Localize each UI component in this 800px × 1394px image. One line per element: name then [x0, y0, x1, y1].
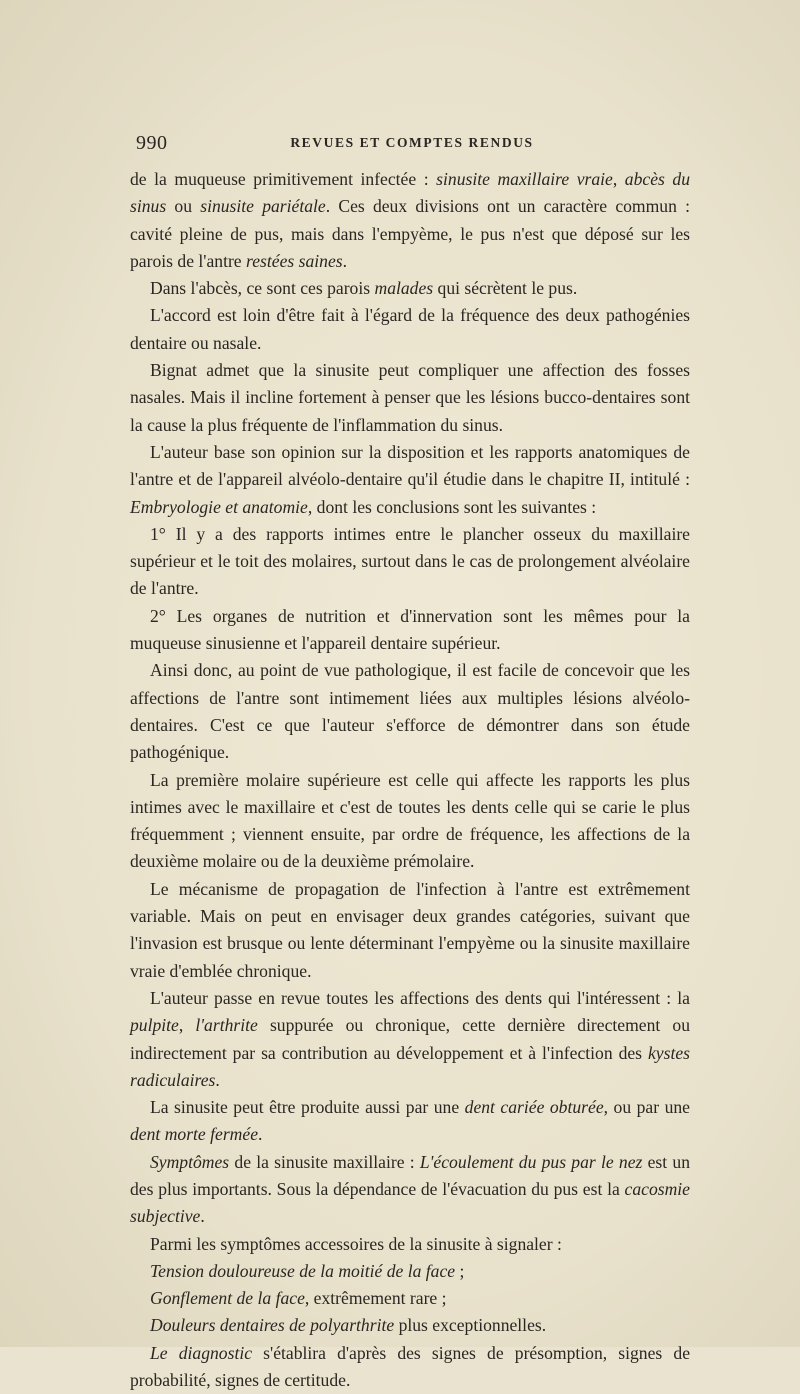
italic-text: cacosmie subjective	[130, 1178, 690, 1227]
italic-text: Gonflement de la face	[150, 1288, 305, 1309]
italic-text: malades	[374, 278, 434, 299]
paragraph	[130, 166, 690, 275]
text-run: , extrêmement rare ;	[304, 1288, 447, 1309]
text-run: L'auteur passe en revue toutes les affections des dents qui l'intéressent : la	[150, 987, 690, 1008]
italic-text: pulpite	[130, 1015, 179, 1036]
text-run: ,	[612, 169, 625, 189]
paragraph	[130, 876, 690, 985]
italic-text: abcès du sinus	[130, 169, 690, 217]
text-run: de la muqueuse primitivement infectée :	[130, 169, 437, 189]
italic-text: dent morte fermée	[130, 1124, 259, 1145]
paragraph	[130, 1285, 690, 1312]
text-run: L'auteur base son opinion sur la disposition et les rapports anatomiques de l'antre et de l'appareil alvéolo-dentaire qu'il étudie dans le chapitre II, intitulé :	[130, 441, 690, 490]
text-run: La sinusite peut être produite aussi par une	[150, 1097, 465, 1118]
italic-text: Tension douloureuse de la moitié de la face	[150, 1260, 456, 1281]
text-run: suppurée ou chronique, cette dernière directement ou indirectement par sa contribution au développement et à l'infection des	[130, 1015, 691, 1063]
page-header	[136, 132, 688, 156]
italic-text: Douleurs dentaires de polyarthrite	[150, 1315, 395, 1336]
text-run: , ou par une	[603, 1097, 690, 1118]
paragraph	[130, 302, 690, 357]
text-run: 2° Les organes de nutrition et d'innervation sont les mêmes pour la muqueuse sinusienne et l'appareil dentaire supérieur.	[130, 605, 690, 654]
page-number: 990	[136, 132, 168, 154]
running-head: REVUES ET COMPTES RENDUS	[290, 135, 534, 150]
text-run: de la sinusite maxillaire :	[229, 1151, 420, 1172]
paragraph	[130, 1094, 690, 1149]
paragraph	[130, 1258, 690, 1285]
text-run: Bignat admet que la sinusite peut compliquer une affection des fosses nasales. Mais il incline fortement à penser que les lésions bucco-dentaires sont la cause la plus fréquente de l'inflammation du sinus.	[130, 360, 690, 435]
text-run: ;	[455, 1260, 465, 1281]
paragraph	[130, 985, 690, 1094]
text-run: 1° Il y a des rapports intimes entre le plancher osseux du maxillaire supérieur et le toit des molaires, surtout dans le cas de prolongement alvéolaire de l'antre.	[130, 523, 690, 599]
text-run: ,	[178, 1015, 196, 1036]
text-run: . Ces deux divisions ont un caractère commun : cavité pleine de pus, mais dans l'empyème, le pus n'est que déposé sur les parois de l'antre	[130, 196, 690, 271]
paragraph	[130, 357, 690, 439]
italic-text: Embryologie et anatomie	[130, 496, 308, 517]
text-run: ou	[166, 196, 201, 217]
text-run: La première molaire supérieure est celle qui affecte les rapports les plus intimes avec le maxillaire et c'est de toutes les dents celle qui se carie le plus fréquemment ; viennent ensuite, par ordre de fréquence, les affections de la deuxième molaire ou de la deuxième prémolaire.	[130, 769, 690, 872]
paragraph	[130, 657, 690, 766]
italic-text: l'arthrite	[195, 1015, 258, 1036]
text-run: est un des plus importants. Sous la dépendance de l'évacuation du pus est la	[130, 1151, 690, 1199]
text-run: .	[215, 1069, 220, 1090]
text-run: Le mécanisme de propagation de l'infection à l'antre est extrêmement variable. Mais on peut en envisager deux grandes catégories, suivant que l'invasion est brusque ou lente déterminant l'empyème ou la sinusite maxillaire vraie d'emblée chronique.	[130, 878, 690, 981]
text-run: s'établira d'après des signes de présomption, signes de probabilité, signes de certitude.	[130, 1342, 691, 1391]
paragraph	[130, 521, 690, 603]
italic-text: restées saines	[246, 250, 343, 271]
paragraph	[130, 439, 690, 521]
paragraph	[130, 603, 690, 658]
italic-text: L'écoulement du pus par le nez	[419, 1151, 643, 1172]
text-run: , dont les conclusions sont les suivantes :	[307, 496, 597, 517]
italic-text: Le diagnostic	[150, 1342, 253, 1363]
paragraph	[130, 1312, 690, 1339]
italic-text: dent cariée obturée	[464, 1097, 604, 1118]
text-run: Dans l'abcès, ce sont ces parois	[150, 278, 375, 299]
text-run: plus exceptionnelles.	[394, 1315, 547, 1336]
paragraph	[130, 275, 690, 302]
text-run: .	[258, 1124, 263, 1145]
text-run: .	[200, 1206, 205, 1227]
text-run: .	[342, 250, 348, 271]
italic-text: sinusite maxillaire vraie	[436, 169, 613, 189]
paragraph	[130, 1340, 690, 1394]
text-run: Parmi les symptômes accessoires de la sinusite à signaler :	[150, 1233, 562, 1254]
text-run: Ainsi donc, au point de vue pathologique, il est facile de concevoir que les affections de l'antre sont intimement liées aux multiples lésions alvéolo-dentaires. C'est ce que l'auteur s'efforce de démontrer dans son étude pathogénique.	[130, 660, 690, 763]
paragraph	[130, 1231, 690, 1258]
paragraph	[130, 1149, 690, 1231]
italic-text: kystes radiculaires	[130, 1042, 690, 1090]
text-run: L'accord est loin d'être fait à l'égard de la fréquence des deux pathogénies dentaire ou nasale.	[130, 305, 690, 353]
text-run: qui sécrètent le pus.	[433, 278, 578, 299]
italic-text: sinusite pariétale	[200, 196, 326, 217]
italic-text: Symptômes	[150, 1151, 230, 1172]
paragraph	[130, 767, 690, 876]
body-text	[130, 166, 690, 1394]
